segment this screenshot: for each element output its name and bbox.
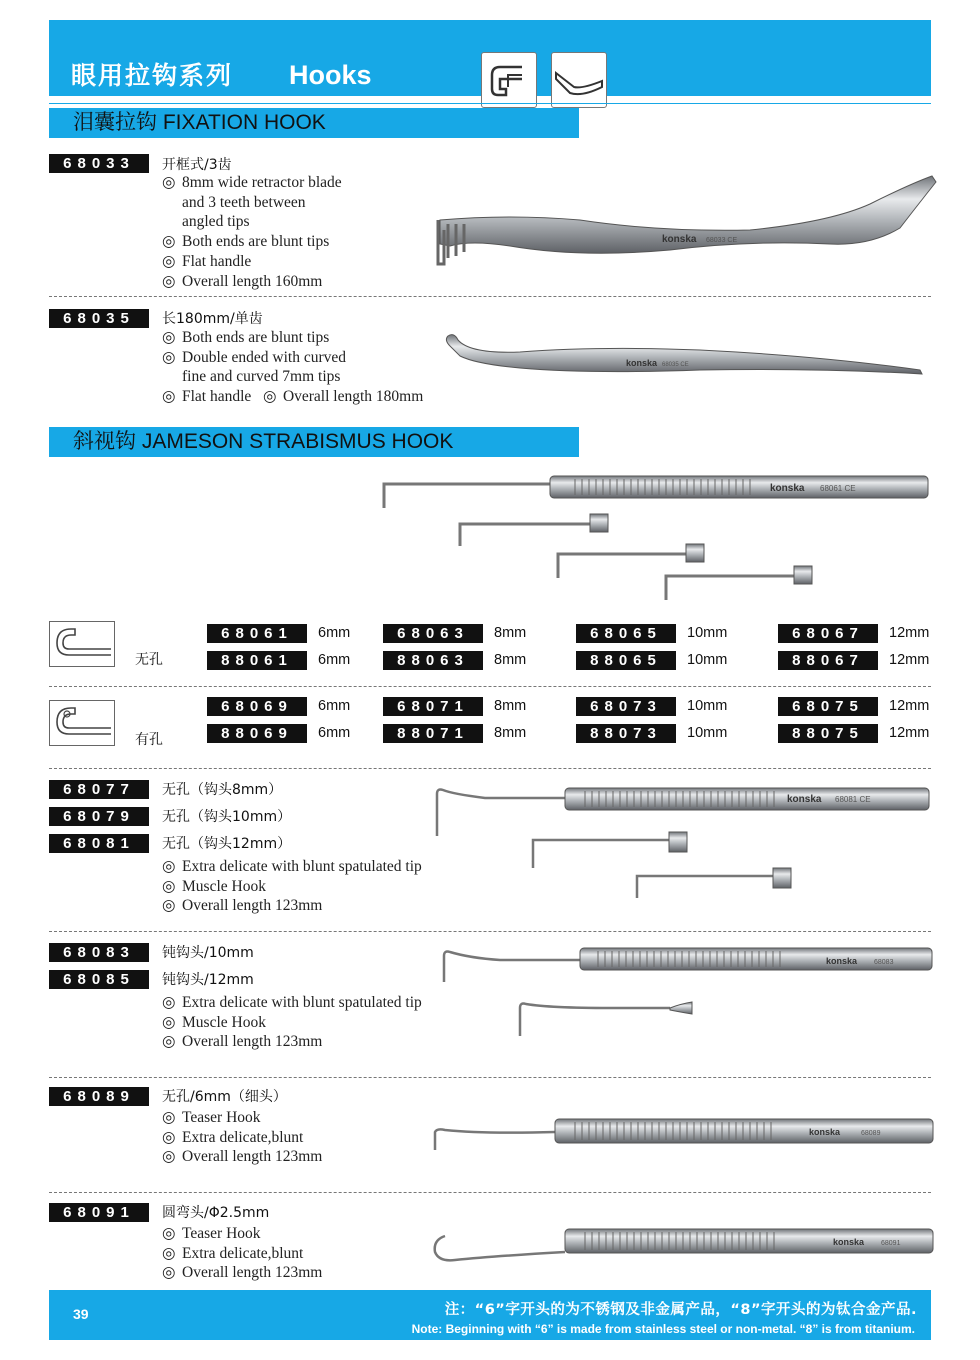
header-title-en: Hooks <box>289 60 372 90</box>
product-title: 无孔（钩头12mm） <box>162 836 292 852</box>
stamp-engraving: 68081 CE <box>835 795 871 804</box>
blunt-hook-image <box>430 942 940 1052</box>
section-strabismus-hook <box>49 427 579 457</box>
feature-list: ◎ Extra delicate with blunt spatulated tip ◎ Muscle Hook ◎ Overall length 123mm <box>162 858 422 915</box>
stamp-engraving: 68061 CE <box>820 484 856 493</box>
grid-size: 12mm <box>889 652 930 668</box>
divider <box>49 768 931 769</box>
hook-type-icon <box>481 52 537 108</box>
feature-list: ◎ 8mm wide retractor blade and 3 teeth between angled tips ◎ Both ends are blunt tips ◎ Flat handle ◎ Overall length 160mm <box>162 174 342 290</box>
row-label: 无孔 <box>135 652 163 668</box>
grid-size: 10mm <box>687 725 728 741</box>
hole-tip-icon <box>49 700 115 746</box>
grid-size: 8mm <box>494 725 527 741</box>
grid-code: 68075 <box>778 697 878 716</box>
grid-size: 8mm <box>494 625 527 641</box>
grid-size: 12mm <box>889 625 930 641</box>
no-hole-tip-icon <box>49 621 115 667</box>
header-divider <box>49 103 931 104</box>
brand-engraving: konska <box>826 956 858 966</box>
grid-code: 88075 <box>778 724 878 743</box>
grid-code: 68067 <box>778 624 878 643</box>
grid-code: 68073 <box>576 697 676 716</box>
divider <box>49 296 931 297</box>
grid-size: 8mm <box>494 652 527 668</box>
grid-code: 88063 <box>383 651 483 670</box>
grid-size: 12mm <box>889 698 930 714</box>
feature-list: ◎ Both ends are blunt tips ◎ Double ended with curved fine and curved 7mm tips ◎ Flat handle ◎ Overall length 180mm <box>162 329 424 406</box>
feature-list: ◎ Extra delicate with blunt spatulated tip ◎ Muscle Hook ◎ Overall length 123mm <box>162 994 422 1051</box>
grid-size: 8mm <box>494 698 527 714</box>
section-title: 斜视钩 JAMESON STRABISMUS HOOK <box>73 430 454 453</box>
page-header <box>49 20 931 96</box>
teaser-hook-68091-image <box>425 1220 940 1270</box>
footer-note-en: Note: Beginning with “6” is made from stainless steel or non-metal. “8” is from titanium. <box>411 1322 915 1336</box>
section-title: 泪囊拉钩 FIXATION HOOK <box>73 111 326 134</box>
page-footer <box>49 1290 931 1340</box>
product-code: 68033 <box>49 154 149 173</box>
grid-code: 68071 <box>383 697 483 716</box>
divider <box>49 1077 931 1078</box>
product-code: 68085 <box>49 970 149 989</box>
brand-engraving: konska <box>626 358 658 368</box>
product-title: 圆弯头/Φ2.5mm <box>162 1205 270 1221</box>
grid-code: 68063 <box>383 624 483 643</box>
product-title: 钝钩头/12mm <box>162 972 254 988</box>
muscle-hook-image <box>425 780 940 900</box>
grid-size: 10mm <box>687 698 728 714</box>
grid-size: 6mm <box>318 725 351 741</box>
fixation-hook-68035-image <box>440 318 940 388</box>
product-code: 68035 <box>49 309 149 328</box>
grid-code: 88061 <box>207 651 307 670</box>
grid-code: 88067 <box>778 651 878 670</box>
grid-code: 88073 <box>576 724 676 743</box>
product-title: 开框式/3齿 <box>162 157 232 173</box>
stamp-engraving: 68089 <box>861 1130 881 1137</box>
page-number: 39 <box>73 1306 89 1322</box>
brand-engraving: konska <box>833 1237 865 1247</box>
product-code: 68079 <box>49 807 149 826</box>
grid-code: 88071 <box>383 724 483 743</box>
brand-engraving: konska <box>662 234 697 245</box>
grid-size: 12mm <box>889 725 930 741</box>
product-title: 长180mm/单齿 <box>162 311 263 327</box>
section-fixation-hook <box>49 108 579 138</box>
feature-list: ◎ Teaser Hook ◎ Extra delicate,blunt ◎ Overall length 123mm <box>162 1225 323 1282</box>
product-code: 68091 <box>49 1203 149 1222</box>
product-title: 无孔/6mm（细头） <box>162 1089 287 1105</box>
teaser-hook-68089-image <box>425 1110 940 1160</box>
product-code: 68083 <box>49 943 149 962</box>
grid-size: 6mm <box>318 625 351 641</box>
grid-code: 88065 <box>576 651 676 670</box>
divider <box>49 1192 931 1193</box>
grid-code: 68069 <box>207 697 307 716</box>
grid-code: 88069 <box>207 724 307 743</box>
brand-engraving: konska <box>809 1127 841 1137</box>
fixation-hook-68033-image <box>430 172 940 282</box>
grid-code: 68065 <box>576 624 676 643</box>
stamp-engraving: 68083 <box>874 959 894 966</box>
stamp-engraving: 68035 CE <box>662 362 689 368</box>
product-title: 钝钩头/10mm <box>162 945 254 961</box>
brand-engraving: konska <box>770 483 805 494</box>
blade-type-icon <box>551 52 607 108</box>
grid-size: 6mm <box>318 652 351 668</box>
strabismus-hook-image <box>370 468 940 608</box>
grid-code: 68061 <box>207 624 307 643</box>
product-code: 68081 <box>49 834 149 853</box>
product-code: 68089 <box>49 1087 149 1106</box>
row-label: 有孔 <box>135 732 163 748</box>
footer-note-cn: 注：“6”字开头的为不锈钢及非金属产品，“8”字开头的为钛合金产品. <box>444 1302 917 1318</box>
stamp-engraving: 68033 CE <box>706 237 738 244</box>
product-title: 无孔（钩头10mm） <box>162 809 292 825</box>
grid-size: 10mm <box>687 625 728 641</box>
grid-size: 6mm <box>318 698 351 714</box>
divider <box>49 931 931 932</box>
brand-engraving: konska <box>787 794 822 805</box>
stamp-engraving: 68091 <box>881 1240 901 1247</box>
divider <box>49 686 931 687</box>
grid-size: 10mm <box>687 652 728 668</box>
feature-list: ◎ Teaser Hook ◎ Extra delicate,blunt ◎ Overall length 123mm <box>162 1109 323 1166</box>
header-title-cn: 眼用拉钩系列 <box>71 61 234 90</box>
product-title: 无孔（钩头8mm） <box>162 782 283 798</box>
product-code: 68077 <box>49 780 149 799</box>
